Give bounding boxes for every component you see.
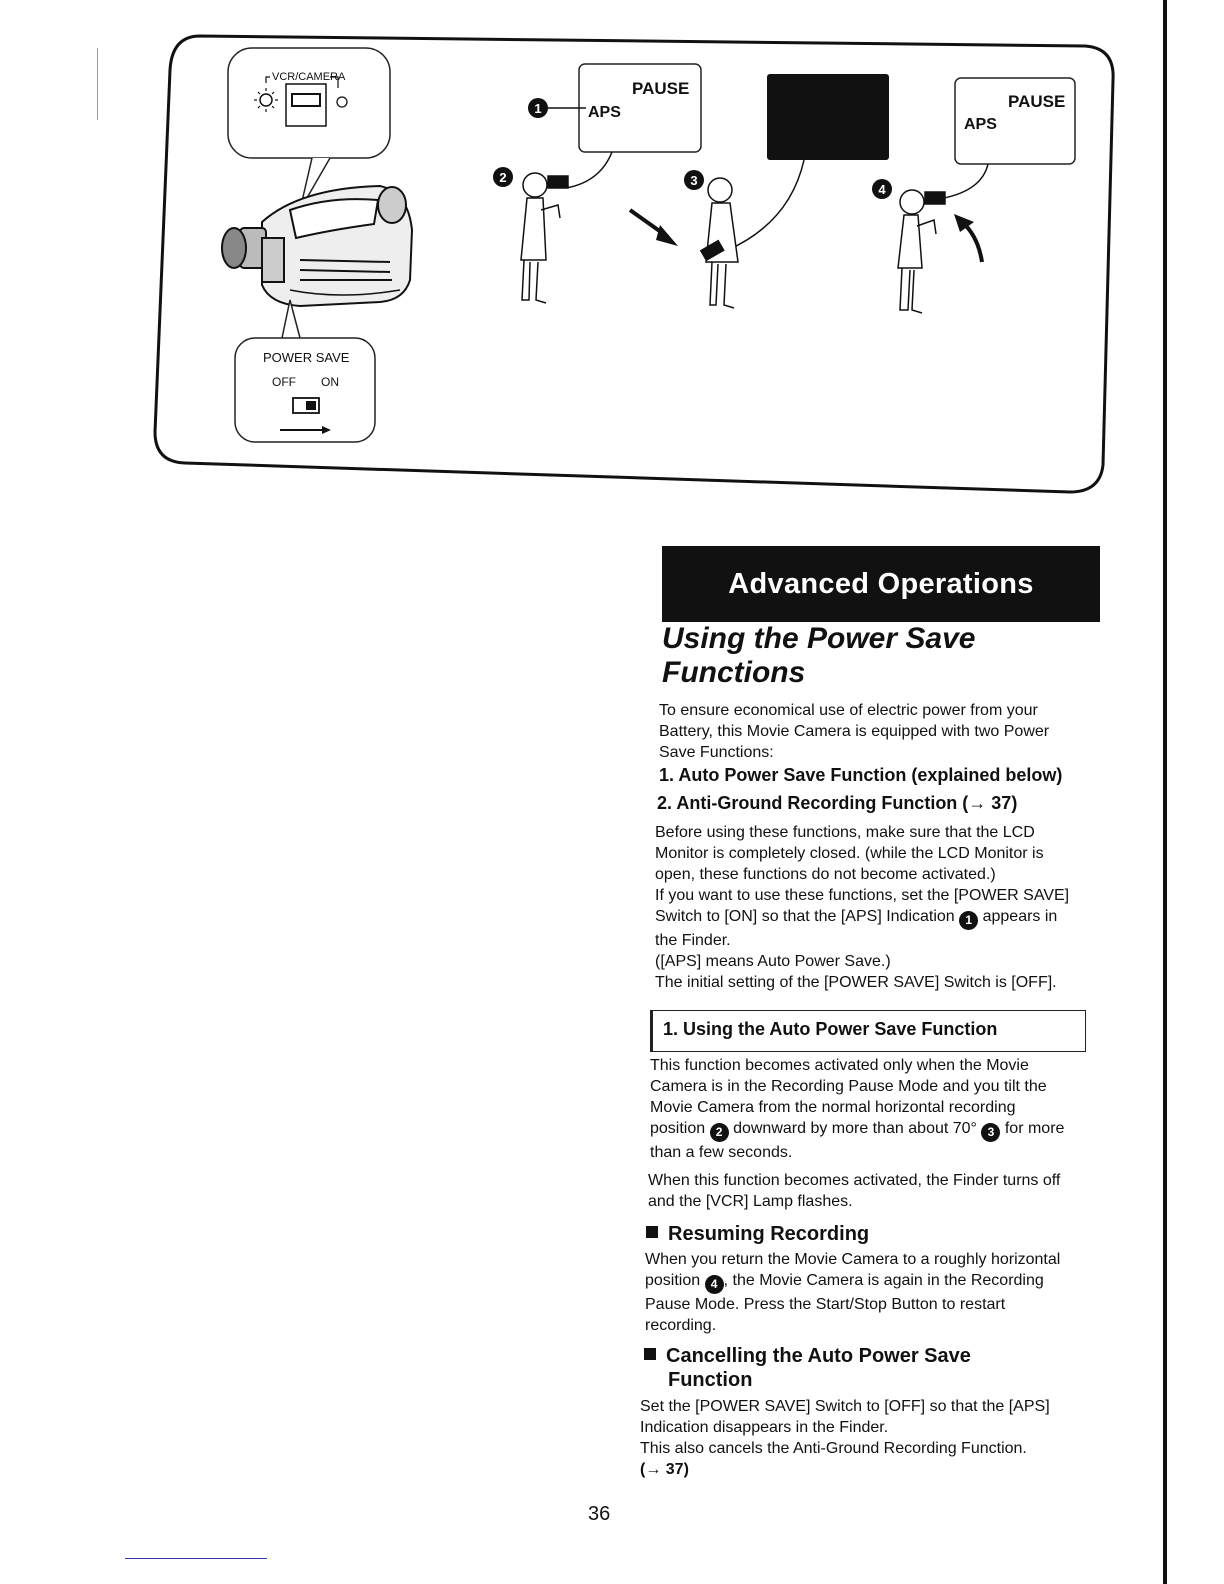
section-header-title: Advanced Operations xyxy=(728,567,1034,600)
resuming-paragraph: When you return the Movie Camera to a roughly horizontal position 4 , the Movie Camera is again in the Recording Pause Mode. Press the Start/Stop Button to restart recording. xyxy=(645,1251,1061,1334)
marker-2-inline: 2 xyxy=(710,1123,729,1142)
marker-4-inline: 4 xyxy=(705,1275,724,1294)
off-label: OFF xyxy=(272,375,296,389)
aps-label-1: APS xyxy=(588,104,621,121)
pause-label-2: PAUSE xyxy=(1008,92,1066,111)
vcr-camera-label: VCR/CAMERA xyxy=(272,71,346,83)
tilt-up-arrow-icon xyxy=(954,214,982,262)
function-item-2: 2. Anti-Ground Recording Function (→ 37) xyxy=(657,793,1018,813)
camcorder-drawing xyxy=(222,186,412,306)
section1-paragraph-2: When this function becomes activated, the Finder turns off and the [VCR] Lamp flashes. xyxy=(648,1172,1061,1210)
svg-text:1: 1 xyxy=(534,101,542,116)
notes-line-3: ([APS] means Auto Power Save.) xyxy=(655,953,891,970)
marker-3-inline: 3 xyxy=(981,1123,1000,1142)
power-save-label: POWER SAVE xyxy=(263,350,350,365)
svg-text:4: 4 xyxy=(878,182,886,197)
marker-1-inline: 1 xyxy=(959,911,978,930)
notes-block xyxy=(655,822,1075,993)
notes-line-1: Before using these functions, make sure that the LCD Monitor is completely closed. (while the LCD Monitor is open, these functions do not become activated.) xyxy=(655,824,1044,883)
page-title xyxy=(662,622,1102,690)
aps-label-2: APS xyxy=(964,116,997,133)
svg-text:2: 2 xyxy=(499,170,507,185)
square-bullet-icon xyxy=(644,1348,656,1360)
function-item-1: 1. Auto Power Save Function (explained below) xyxy=(659,765,1063,785)
pause-label-1: PAUSE xyxy=(632,79,690,98)
person-figure-4 xyxy=(898,190,945,313)
notes-line-2: If you want to use these functions, set the [POWER SAVE] Switch to [ON] so that the [APS] Indication 1 appears in the Finder. xyxy=(655,887,1070,949)
section1-heading-box xyxy=(650,1010,1086,1052)
svg-text:3: 3 xyxy=(690,173,698,188)
on-label: ON xyxy=(321,375,339,389)
intro-paragraph: To ensure economical use of electric power from your Battery, this Movie Camera is equipped with two Power Save Functions: xyxy=(659,702,1050,761)
power-save-illustration xyxy=(0,0,1224,520)
section1-paragraph-1: This function becomes activated only when the Movie Camera is in the Recording Pause Mode and you tilt the Movie Camera from the normal horizontal recording position 2 downward by more than about 70° 3 for more than a few seconds. xyxy=(650,1057,1065,1161)
resuming-heading: Resuming Recording xyxy=(646,1222,869,1246)
notes-line-4: The initial setting of the [POWER SAVE] Switch is [OFF]. xyxy=(655,974,1057,991)
tilt-down-arrow-icon xyxy=(630,210,678,246)
page-title-line2: Functions xyxy=(662,656,806,689)
cancelling-heading: Cancelling the Auto Power Save Function xyxy=(644,1344,971,1392)
section-header xyxy=(662,546,1100,622)
page-title-line1: Using the Power Save xyxy=(662,622,976,655)
page-number: 36 xyxy=(588,1503,611,1525)
cancelling-reference: (→ 37) xyxy=(640,1461,689,1478)
square-bullet-icon xyxy=(646,1226,658,1238)
finder-screen-off xyxy=(767,74,889,160)
section1-heading: 1. Using the Auto Power Save Function xyxy=(663,1019,998,1039)
cancelling-paragraph: Set the [POWER SAVE] Switch to [OFF] so that the [APS] Indication disappears in the Finder. This also cancels the Anti-Ground Recording Function. (→ 37) xyxy=(640,1396,1070,1480)
footer-line xyxy=(125,1558,267,1559)
vcr-camera-callout xyxy=(228,48,390,158)
person-figure-2 xyxy=(521,173,568,303)
person-figure-3 xyxy=(701,178,738,308)
